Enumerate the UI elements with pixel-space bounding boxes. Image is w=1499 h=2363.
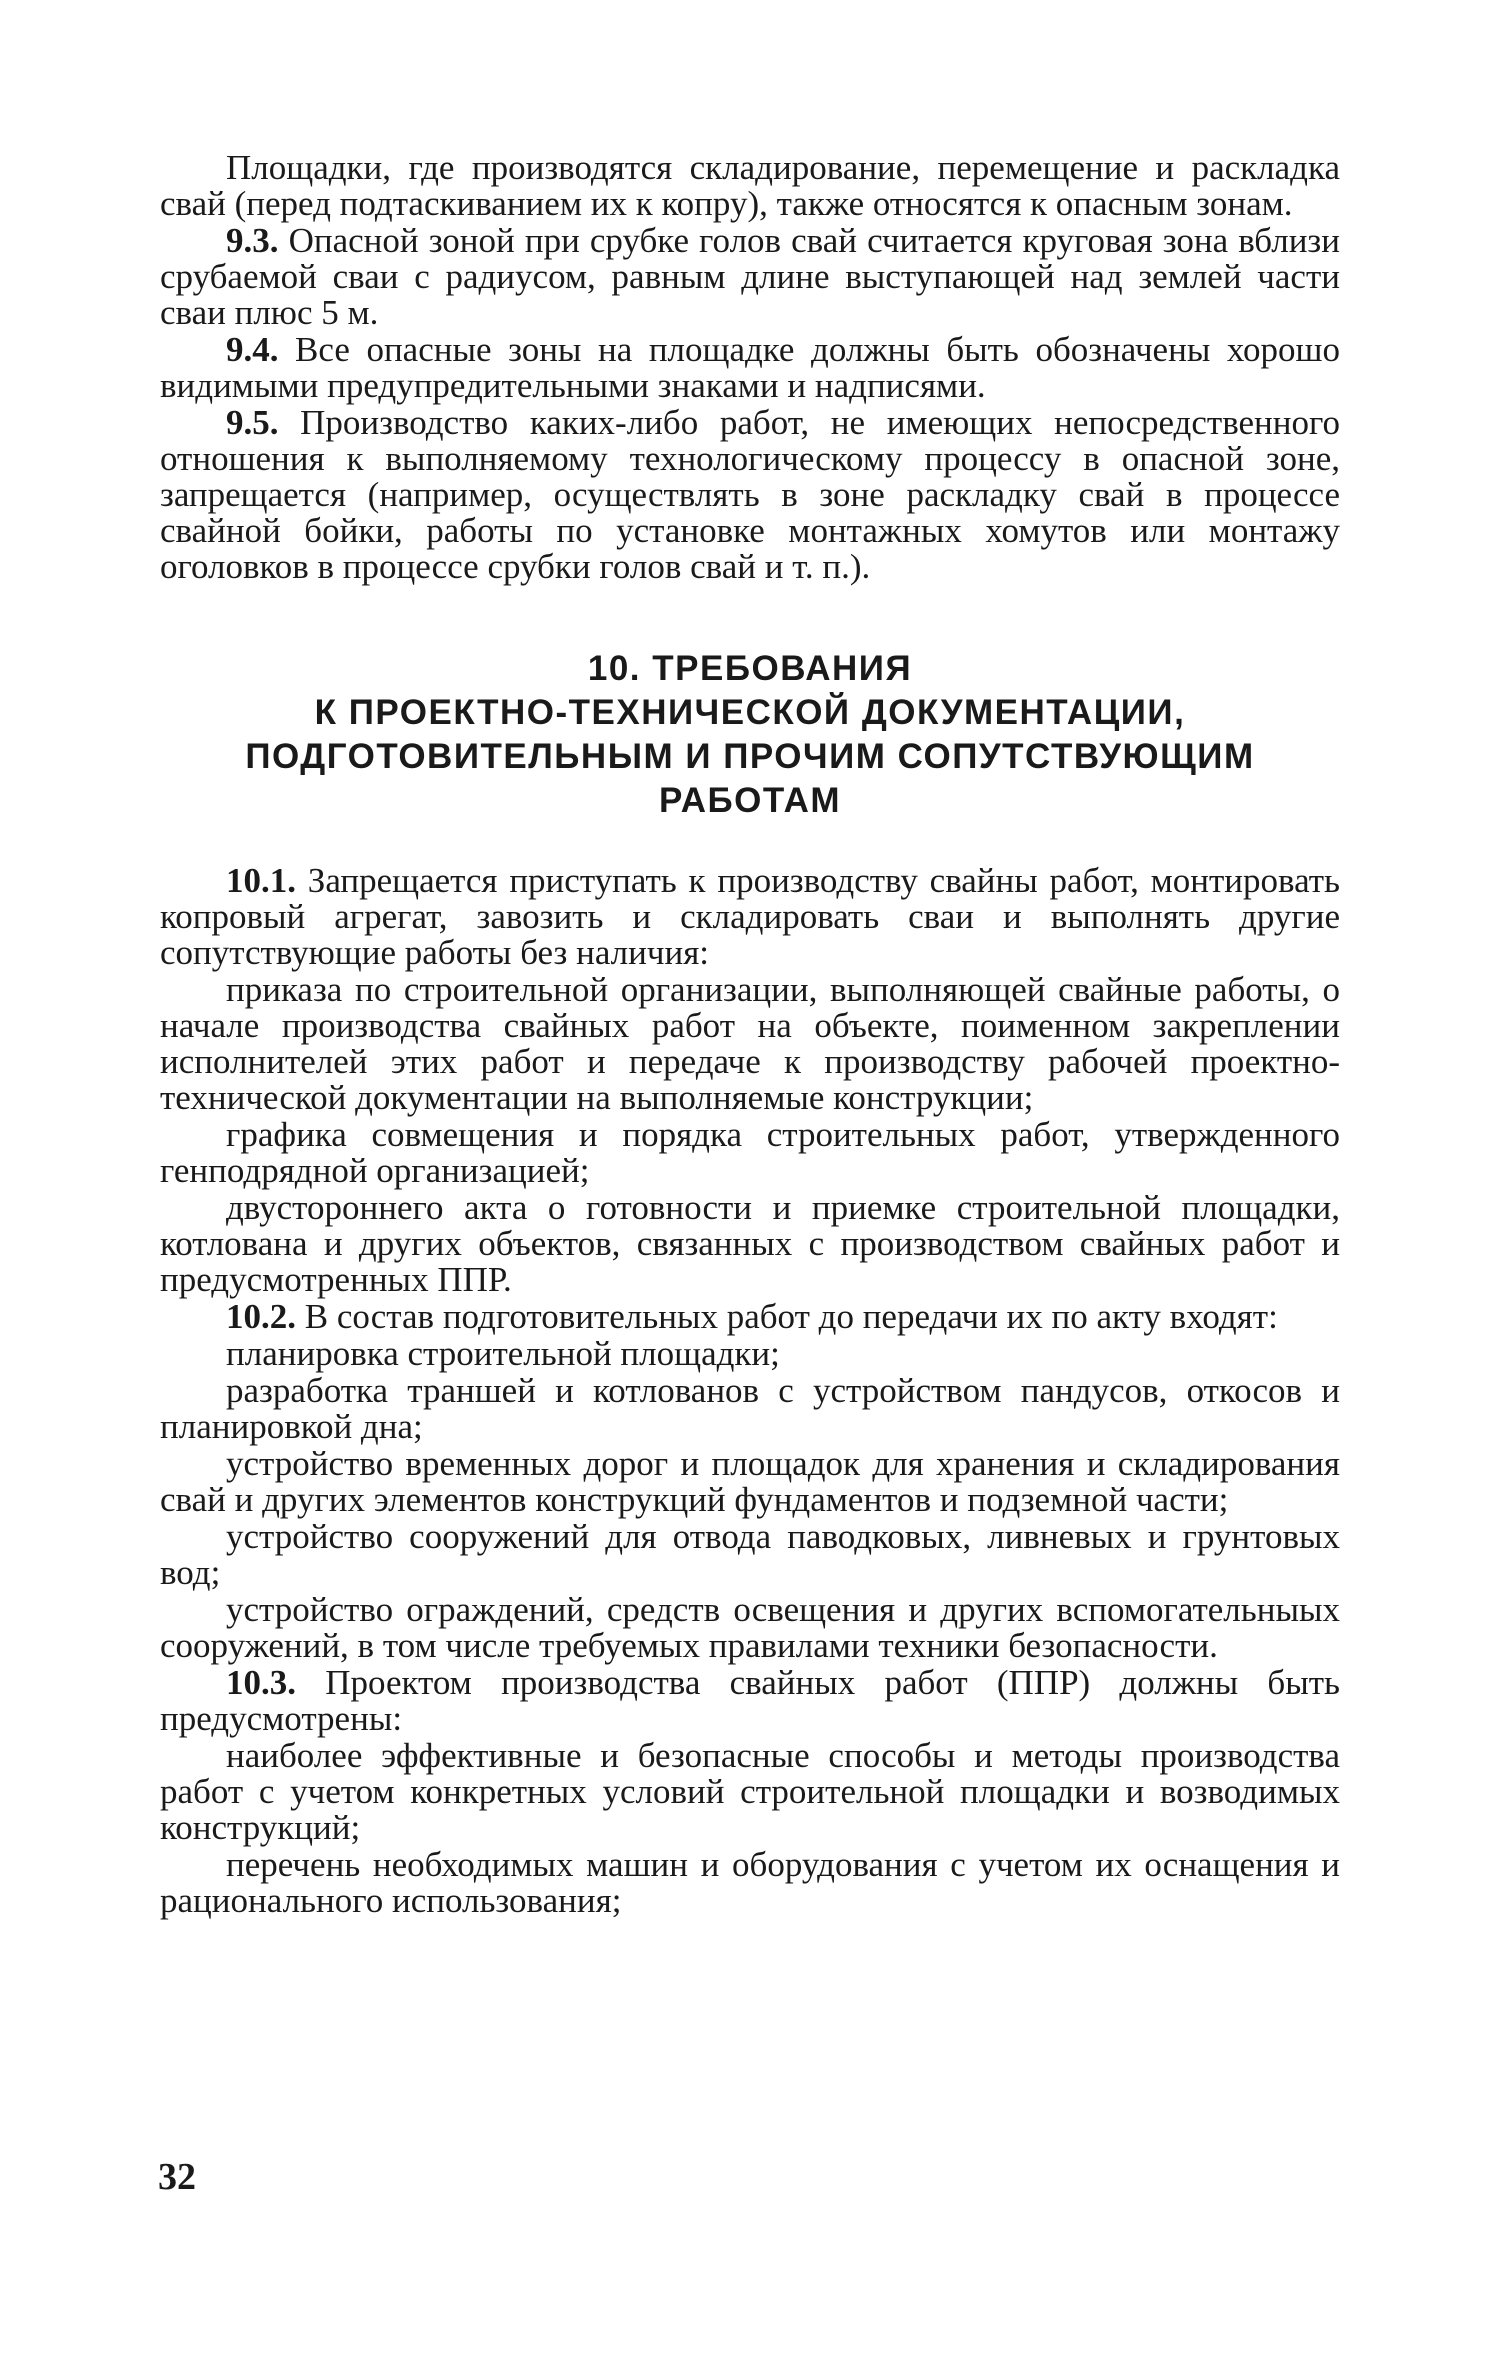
list-item: планировка строительной площадки;: [226, 1334, 780, 1373]
page-number: 32: [158, 2156, 196, 2198]
clause-text: Запрещается приступать к производству свайны работ, монтировать копровый агрегат, завозить и складировать сваи и выполнять другие сопутствующие работы без наличия:: [160, 861, 1340, 972]
clause-text: Опасной зоной при срубке голов свай считается круговая зона вблизи срубаемой сваи с радиусом, равным длине выступающей над землей части сваи плюс 5 м.: [160, 221, 1340, 332]
heading-line: К ПРОЕКТНО-ТЕХНИЧЕСКОЙ ДОКУМЕНТАЦИИ,: [314, 693, 1186, 732]
clause-text: Все опасные зоны на площадке должны быть обозначены хорошо видимыми предупредительными знаками и надписями.: [160, 330, 1340, 405]
clause-number: 9.5.: [226, 403, 279, 442]
page-content: [160, 150, 1340, 1919]
clause-number: 9.4.: [226, 330, 279, 369]
paragraph-9-3: [160, 223, 1340, 331]
clause-number: 9.3.: [226, 221, 279, 260]
clause-number: 10.2.: [226, 1297, 296, 1336]
list-item: устройство сооружений для отвода паводковых, ливневых и грунтовых вод;: [160, 1517, 1340, 1592]
paragraph-10-3: [160, 1665, 1340, 1737]
paragraph-9-intro: Площадки, где производятся складирование, перемещение и раскладка свай (перед подтаскиванием их к копру), также относятся к опасным зонам.: [160, 148, 1340, 223]
heading-line: 10. ТРЕБОВАНИЯ: [587, 649, 913, 688]
clause-text: Производство каких-либо работ, не имеющих непосредственного отношения к выполняемому технологическому процессу в опасной зоне, запрещается (например, осуществлять в зоне раскладку свай в процессе свайной бойки, работы по установке монтажных хомутов или монтажу оголовков в процессе срубки голов свай и т. п.).: [160, 403, 1340, 586]
heading-line: ПОДГОТОВИТЕЛЬНЫМ И ПРОЧИМ СОПУТСТВУЮЩИМ: [245, 737, 1255, 776]
clause-text: В состав подготовительных работ до передачи их по акту входят:: [296, 1297, 1278, 1336]
list-item: перечень необходимых машин и оборудования с учетом их оснащения и рационального использования;: [160, 1845, 1340, 1920]
list-item: разработка траншей и котлованов с устройством пандусов, откосов и планировкой дна;: [160, 1371, 1340, 1446]
list-item: двустороннего акта о готовности и приемке строительной площадки, котлована и других объектов, связанных с производством свайных работ и предусмотренных ППР.: [160, 1188, 1340, 1299]
clause-text: Проектом производства свайных работ (ППР) должны быть предусмотрены:: [160, 1663, 1340, 1738]
paragraph-9-5: [160, 405, 1340, 585]
clause-number: 10.1.: [226, 861, 296, 900]
paragraph-9-4: [160, 332, 1340, 404]
heading-line: РАБОТАМ: [658, 781, 842, 820]
list-item: графика совмещения и порядка строительных работ, утвержденного генподрядной организацией;: [160, 1115, 1340, 1190]
section-10-heading: [160, 647, 1340, 823]
list-item: устройство ограждений, средств освещения и других вспомогательныых сооружений, в том числе требуемых правилами техники безопасности.: [160, 1590, 1340, 1665]
paragraph-10-1: [160, 863, 1340, 971]
list-item: приказа по строительной организации, выполняющей свайные работы, о начале производства свайных работ на объекте, поименном закреплении исполнителей этих работ и передаче к производству рабочей проектно-технической документации на выполняемые конструкции;: [160, 970, 1340, 1117]
list-item: устройство временных дорог и площадок для хранения и складирования свай и других элементов конструкций фундаментов и подземной части;: [160, 1444, 1340, 1519]
paragraph-10-2: [160, 1299, 1340, 1335]
clause-number: 10.3.: [226, 1663, 296, 1702]
list-item: наиболее эффективные и безопасные способы и методы производства работ с учетом конкретных условий строительной площадки и возводимых конструкций;: [160, 1736, 1340, 1847]
